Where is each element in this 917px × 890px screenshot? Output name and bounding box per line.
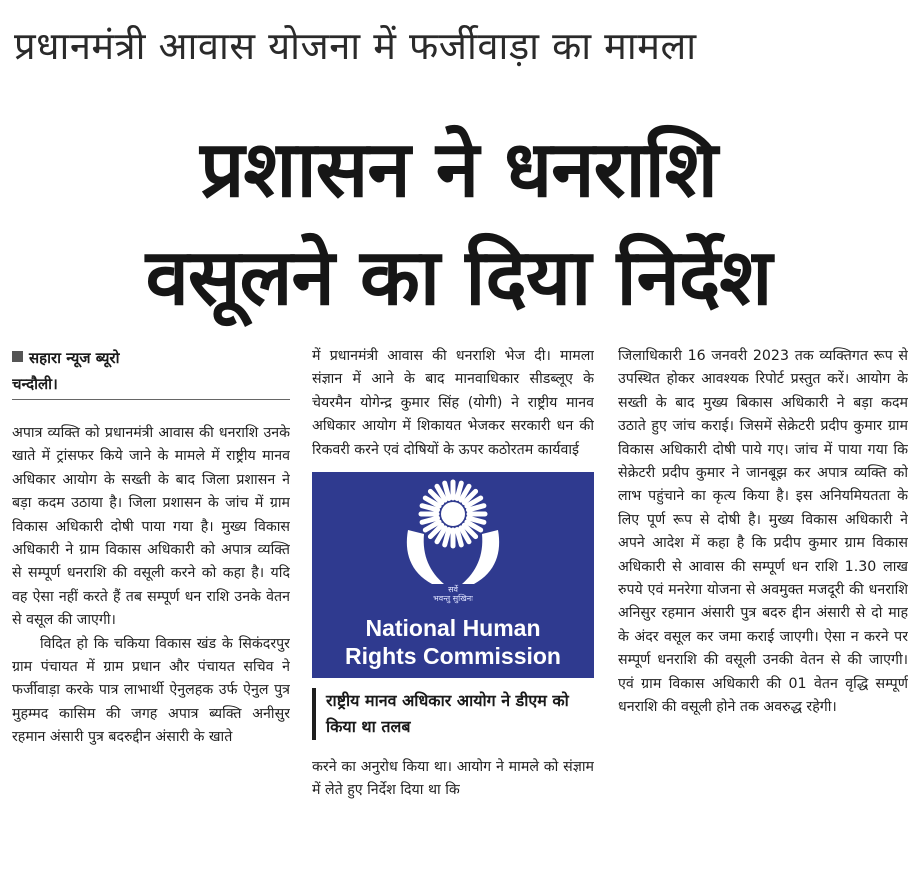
photo-caption: राष्ट्रीय मानव अधिकार आयोग ने डीएम को किया था तलब [312,688,594,740]
article-column-2 [312,345,594,890]
byline-text: सहारा न्यूज ब्यूरो [29,349,120,367]
motto-line-1: सर्वे [448,585,458,595]
column-2-paragraph-bottom: करने का अनुरोध किया था। आयोग ने मामले को संज्ञाम में लेते हुए निर्देश दिया था कि [312,759,594,799]
column-1-paragraph-1: अपात्र व्यक्ति को प्रधानमंत्री आवास की धनराशि उनके खाते में ट्रांसफर किये जाने के मामले में राष्ट्रीय मानव अधिकार आयोग के सख्ती के बाद जिला प्रशासन ने बड़ा कदम उठाया है। जिला प्रशासन के जांच में ग्राम विकास अधिकारी दोषी पाया गया है। मुख्य विकास अधिकारी ने ग्राम विकास अधिकारी को अपात्र व्यक्ति से सम्पूर्ण धनराशि की वसूली करने को कहा है। यदि वह ऐसा नहीं करते हैं तब सम्पूर्ण धन राशि उनके वेतन से वसूल की जाएगी। [12,425,290,629]
kicker-headline: प्रधानमंत्री आवास योजना में फर्जीवाड़ा का मामला [14,24,697,68]
article-column-3 [618,345,908,890]
motto-line-2: भवन्तु सुखिनः [433,594,473,604]
nhrc-logo-image [312,472,594,678]
nhrc-name-line-2: Rights Commission [345,643,561,670]
column-1-paragraph-2: विदित हो कि चकिया विकास खंड के सिकंदरपुर ग्राम पंचायत में ग्राम प्रधान और पंचायत सचिव ने फर्जीवाड़ा करके पात्र लाभार्थी ऐनुलहक उर्फ ऐनुल पुत्र मुहम्मद कासिम की जगह अपात्र ब्यक्ति अनीसुर रहमान अंसारी पुत्र बदरुद्दीन अंसारी के खाते [12,635,290,746]
nhrc-name-line-1: National Human [365,615,541,642]
square-bullet-icon [12,351,23,362]
article-column-1 [12,345,290,890]
headline-line-2: वसूलने का दिया निर्देश [145,233,772,323]
headline-line-1: प्रशासन ने धनराशि [200,125,717,215]
column-2-paragraph-top: में प्रधानमंत्री आवास की धनराशि भेज दी। मामला संज्ञान में आने के बाद मानवाधिकार सीडब्लूए के चेयरमैन योगेन्द्र कुमार सिंह (योगी) ने राष्ट्रीय मानव अधिकार आयोग में शिकायत भेजकर सरकारी धन की रिकवरी करने एवं दोषियों के ऊपर कठोरतम कार्यवाई [312,348,594,458]
column-3-paragraph-1: जिलाधिकारी 16 जनवरी 2023 तक व्यक्तिगत रूप से उपस्थित होकर आवश्यक रिपोर्ट प्रस्तुत करें। आयोग के सख्ती के बाद मुख्य बिकास अधिकारी ने बड़ा कदम उठाते हुए जांच कराई। जिसमें सेक्रेटरी प्रदीप कुमार ग्राम विकास अधिकारी दोषी पाये गए। जांच में पाया गया कि सेक्रेटरी प्रदीप कुमार ने जानबूझ कर अपात्र व्यक्ति को लाभ पहुंचाने का कृत्य किया है। इस अनियमियतता के लिए पूर्ण रूप से दोषी है। मुख्य विकास अधिकारी ने अपने आदेश में कहा है कि प्रदीप कुमार ग्राम विकास अधिकारी से आवास की सम्पूर्ण धन राशि 1.30 लाख रुपये एवं मनरेगा योजना से अवमुक्त मजदूरी की धनराशि अनिसुर रहमान अंसारी पुत्र बदरु द्दीन अंसारी से दो माह के अंदर वसूल कर जमा कराई जाएगी। ऐसा न करने पर सम्पूर्ण धनराशि की वसूली उनकी वेतन से की जाएगी। एवं ग्राम विकास अधिकारी की 01 वेतन वृद्धि सम्पूर्ण धनराशि की वसूली होने तक अवरुद्ध रहेगी। [618,348,908,716]
dateline: चन्दौली। [12,371,290,400]
byline [12,345,290,371]
